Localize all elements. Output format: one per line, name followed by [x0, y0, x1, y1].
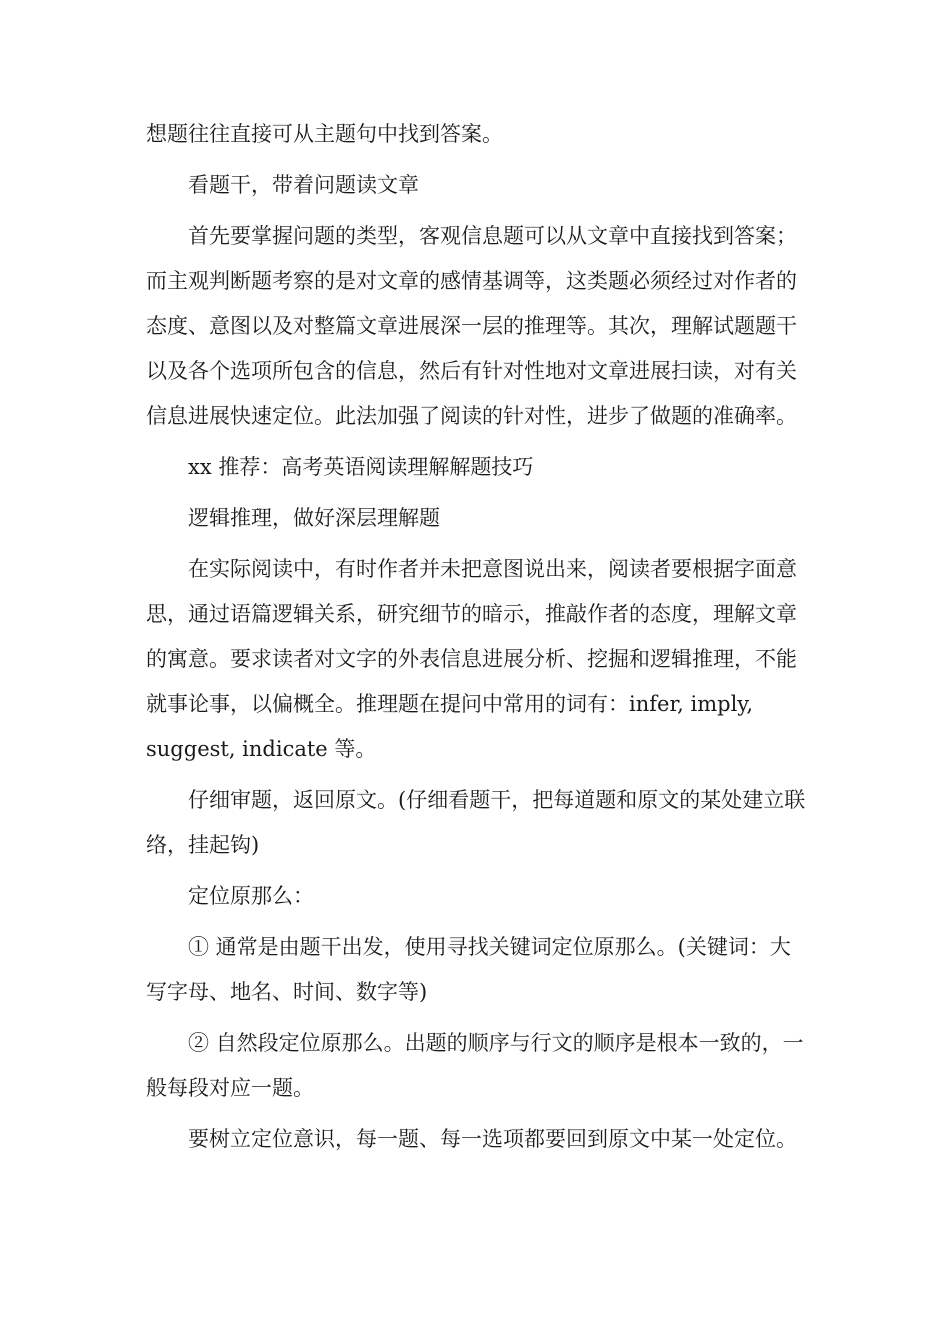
document-body: [146, 112, 810, 1162]
paragraph-inference: 在实际阅读中，有时作者并未把意图说出来，阅读者要根据字面意思，通过语篇逻辑关系，研究细节的暗示，推敲作者的态度，理解文章的寓意。要求读者对文字的外表信息进展分析、挖掘和逻辑推理，不能就事论事，以偏概全。推理题在提问中常用的词有：infer, imply, suggest, indicate 等。: [146, 557, 797, 761]
paragraph-careful-reading: 仔细审题，返回原文。(仔细看题干，把每道题和原文的某处建立联络，挂起钩): [146, 788, 806, 857]
heading-read-with-questions: 看题干，带着问题读文章: [188, 173, 419, 197]
paragraph-locating-awareness: 要树立定位意识，每一题、每一选项都要回到原文中某一处定位。: [188, 1127, 797, 1151]
heading-locating-principles: 定位原那么：: [188, 884, 314, 908]
paragraph-continuation: 想题往往直接可从主题句中找到答案。: [146, 122, 503, 146]
principle-item-1: ① 通常是由题干出发，使用寻找关键词定位原那么。(关键词：大写字母、地名、时间、数字等): [146, 935, 791, 1004]
heading-logical-reasoning: 逻辑推理，做好深层理解题: [188, 506, 440, 530]
paragraph-question-types: 首先要掌握问题的类型，客观信息题可以从文章中直接找到答案；而主观判断题考察的是对文章的感情基调等，这类题必须经过对作者的态度、意图以及对整篇文章进展深一层的推理等。其次，理解试题题干以及各个选项所包含的信息，然后有针对性地对文章进展扫读，对有关信息进展快速定位。此法加强了阅读的针对性，进步了做题的准确率。: [146, 224, 797, 428]
recommendation-line: xx 推荐：高考英语阅读理解解题技巧: [188, 455, 534, 479]
principle-item-2: ② 自然段定位原那么。出题的顺序与行文的顺序是根本一致的，一般每段对应一题。: [146, 1031, 804, 1100]
